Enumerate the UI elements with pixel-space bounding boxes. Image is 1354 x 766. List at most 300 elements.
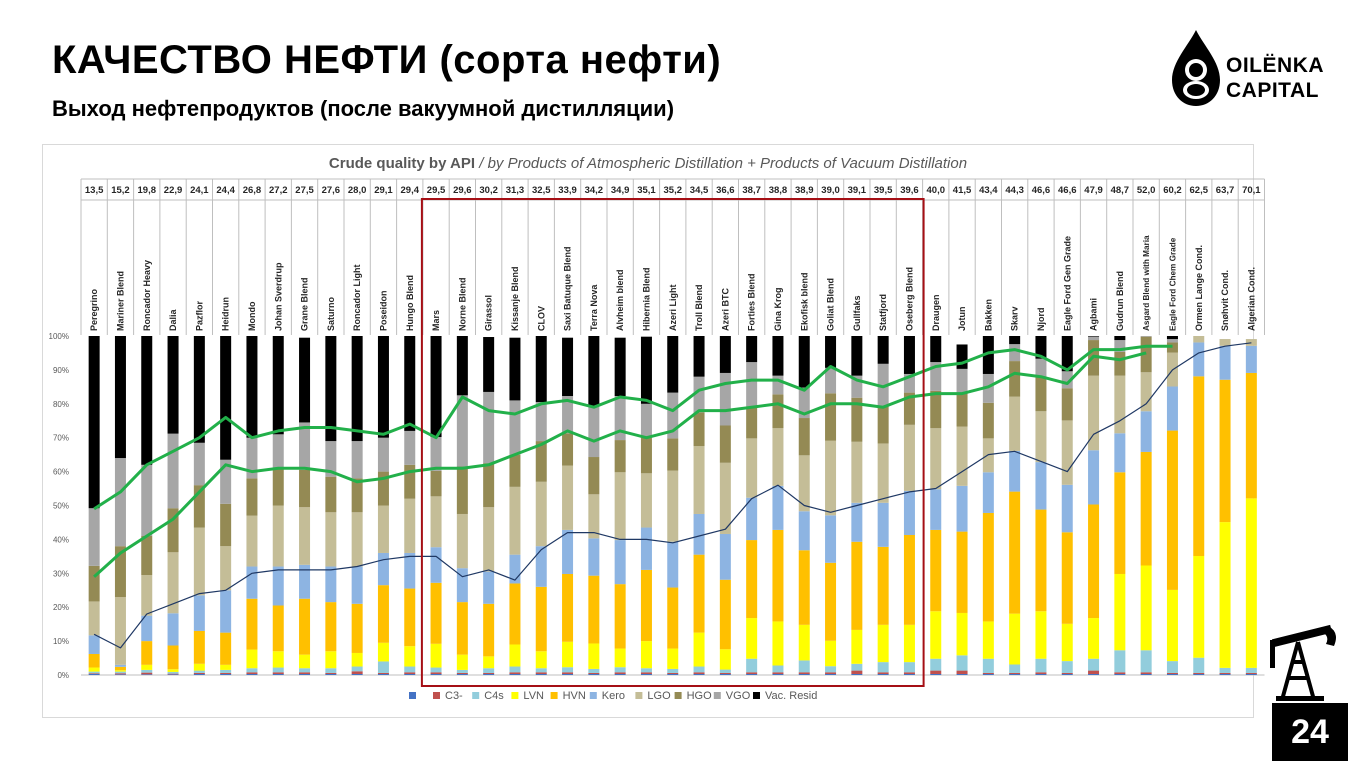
bar-segment — [299, 674, 310, 675]
bar-segment — [168, 672, 179, 674]
bar-segment — [1220, 380, 1231, 522]
bar-segment — [273, 651, 284, 667]
bar-segment — [1114, 352, 1125, 376]
bar-segment — [457, 336, 468, 395]
bar-segment — [483, 668, 494, 673]
bar-segment — [588, 494, 599, 538]
bar-segment — [957, 486, 968, 532]
category-label: Saxi Batuque Blend — [562, 246, 573, 331]
bar-segment — [1246, 498, 1257, 667]
bar-segment — [904, 425, 915, 491]
chart-title-detail: / by Products of Atmospheric Distillation + Products of Vacuum Distillation — [475, 155, 968, 172]
bar-segment — [299, 507, 310, 565]
bar-segment — [89, 635, 100, 654]
bar-segment — [878, 406, 889, 443]
bar-segment — [694, 555, 705, 633]
bar-segment — [1141, 411, 1152, 452]
bar-segment — [1035, 359, 1046, 378]
bar-segment — [352, 604, 363, 653]
bar-segment — [509, 583, 520, 644]
bar-segment — [930, 659, 941, 671]
bar-segment — [641, 570, 652, 641]
bar-segment — [667, 673, 678, 674]
bar-segment — [641, 438, 652, 474]
bar-segment — [1114, 472, 1125, 574]
bar-segment — [1009, 673, 1020, 674]
bar-segment — [246, 516, 257, 567]
api-value: 30,2 — [479, 185, 498, 196]
bar-segment — [1088, 336, 1099, 337]
bar-segment — [141, 465, 152, 536]
api-value: 32,5 — [532, 185, 551, 196]
bar-segment — [825, 672, 836, 674]
bar-segment — [957, 369, 968, 393]
bar-segment — [878, 443, 889, 502]
bar-segment — [720, 336, 731, 373]
bar-segment — [562, 667, 573, 672]
bar-segment — [378, 585, 389, 643]
bar-segment — [746, 672, 757, 674]
bar-segment — [588, 669, 599, 673]
api-value: 46,6 — [1058, 185, 1077, 196]
legend-label: Vac. Resid — [765, 690, 818, 702]
bar-segment — [720, 673, 731, 674]
bar-segment — [404, 667, 415, 673]
bar-segment — [1167, 590, 1178, 661]
bar-segment — [299, 672, 310, 674]
bar-segment — [483, 656, 494, 668]
api-value: 34,2 — [584, 185, 604, 196]
bar-segment — [1035, 510, 1046, 612]
category-label: Oseberg Blend — [904, 266, 915, 331]
bar-segment — [825, 393, 836, 440]
bar-segment — [1246, 668, 1257, 673]
bar-segment — [1141, 650, 1152, 672]
bar-segment — [1009, 361, 1020, 397]
category-label: Gudrun Blend — [1114, 271, 1125, 331]
bar-segment — [325, 567, 336, 603]
bar-segment — [667, 542, 678, 588]
api-value: 15,2 — [111, 185, 130, 196]
bar-segment — [536, 482, 547, 546]
bar-segment — [667, 438, 678, 470]
bar-segment — [168, 646, 179, 670]
api-value: 13,5 — [84, 185, 104, 196]
bar-segment — [1062, 420, 1073, 484]
bar-segment — [878, 625, 889, 662]
y-tick-label: 60% — [52, 467, 69, 477]
bar-segment — [1114, 672, 1125, 674]
bar-segment — [1167, 336, 1178, 339]
api-value: 34,9 — [610, 185, 630, 196]
bar-segment — [299, 338, 310, 423]
bar-segment — [720, 373, 731, 426]
bar-segment — [194, 674, 205, 675]
bar-segment — [352, 567, 363, 604]
api-value: 33,9 — [558, 185, 577, 196]
bar-segment — [220, 546, 231, 590]
bar-segment — [483, 674, 494, 675]
bar-segment — [746, 618, 757, 659]
api-value: 38,8 — [768, 185, 788, 196]
bar-segment — [509, 672, 520, 674]
api-value: 44,3 — [1005, 185, 1024, 196]
bar-segment — [588, 576, 599, 644]
bar-segment — [746, 498, 757, 540]
bar-segment — [588, 673, 599, 674]
bar-segment — [641, 641, 652, 668]
category-label: Gullfaks — [851, 295, 862, 331]
bar-segment — [115, 336, 126, 458]
bar-segment — [930, 611, 941, 658]
bar-segment — [667, 588, 678, 649]
bar-segment — [1009, 344, 1020, 361]
bar-segment — [194, 443, 205, 485]
bar-segment — [799, 625, 810, 661]
y-tick-label: 40% — [52, 535, 69, 545]
slide-title: КАЧЕСТВО НЕФТИ (сорта нефти) — [52, 38, 722, 82]
bar-segment — [746, 540, 757, 618]
category-label: Heidrun — [220, 296, 231, 331]
bar-segment — [483, 673, 494, 674]
bar-segment — [799, 336, 810, 388]
bar-segment — [562, 574, 573, 642]
y-tick-label: 30% — [52, 569, 69, 579]
bar-segment — [1009, 674, 1020, 675]
category-label: Ormen Lange Cond. — [1193, 244, 1204, 331]
bar-segment — [299, 599, 310, 655]
bar-segment — [536, 546, 547, 587]
bar-segment — [194, 673, 205, 674]
legend-swatch — [590, 692, 597, 699]
api-value: 29,6 — [453, 185, 472, 196]
bar-segment — [457, 467, 468, 514]
bar-segment — [89, 654, 100, 668]
bar-segment — [588, 643, 599, 668]
category-label: CLOV — [536, 305, 547, 331]
bar-segment — [194, 664, 205, 671]
category-label: Girassol — [483, 294, 494, 331]
api-value: 63,7 — [1215, 185, 1235, 196]
bar-segment — [1167, 661, 1178, 673]
bar-segment — [1141, 336, 1152, 337]
bar-segment — [772, 674, 783, 675]
oilenka-logo — [1168, 28, 1338, 108]
bar-segment — [483, 392, 494, 463]
legend-label: C4s — [484, 690, 504, 702]
bar-segment — [509, 667, 520, 673]
bar-segment — [1035, 411, 1046, 462]
bar-segment — [457, 655, 468, 670]
bar-segment — [1246, 674, 1257, 675]
bar-segment — [641, 528, 652, 570]
bar-segment — [273, 506, 284, 567]
bar-segment — [220, 670, 231, 673]
page-number: 24 — [1272, 703, 1348, 761]
bar-segment — [299, 422, 310, 469]
bar-segment — [431, 496, 442, 547]
bar-segment — [1114, 574, 1125, 650]
bar-segment — [536, 668, 547, 672]
bar-segment — [799, 550, 810, 625]
bar-segment — [588, 457, 599, 494]
category-label: Eagle Ford Chem Grade — [1168, 237, 1178, 331]
api-value: 35,2 — [663, 185, 682, 196]
bar-segment — [1141, 566, 1152, 651]
bar-segment — [1193, 674, 1204, 675]
category-label: Ekofisk blend — [799, 272, 810, 331]
bar-segment — [378, 661, 389, 673]
bar-segment — [536, 587, 547, 651]
bar-segment — [904, 674, 915, 675]
bar-segment — [878, 674, 889, 675]
api-value: 35,1 — [637, 185, 656, 196]
api-value: 19,8 — [137, 185, 156, 196]
bar-segment — [878, 503, 889, 547]
bar-segment — [957, 655, 968, 670]
bar-segment — [957, 393, 968, 427]
bar-segment — [851, 503, 862, 542]
bar-segment — [615, 584, 626, 648]
bar-segment — [89, 672, 100, 674]
bar-segment — [115, 672, 126, 674]
bar-segment — [904, 672, 915, 674]
bar-segment — [141, 336, 152, 465]
bar-segment — [273, 674, 284, 675]
bar-segment — [615, 472, 626, 540]
category-label: Snøhvit Cond. — [1220, 270, 1231, 331]
category-label: Draugen — [930, 294, 941, 331]
bar-segment — [1246, 673, 1257, 674]
bar-segment — [536, 336, 547, 402]
bar-segment — [720, 534, 731, 580]
api-value: 22,9 — [163, 185, 183, 196]
api-value: 46,6 — [1031, 185, 1051, 196]
bar-segment — [1009, 451, 1020, 492]
bar-segment — [746, 674, 757, 675]
bar-segment — [299, 668, 310, 672]
bar-segment — [509, 400, 520, 454]
category-label: Roncador Heavy — [141, 259, 152, 331]
api-value: 36,6 — [716, 185, 735, 196]
bar-segment — [746, 362, 757, 406]
bar-segment — [509, 674, 520, 675]
bar-segment — [667, 471, 678, 542]
bar-segment — [1088, 659, 1099, 671]
bar-segment — [194, 671, 205, 673]
bar-segment — [431, 437, 442, 471]
api-value: 39,0 — [821, 185, 840, 196]
bar-segment — [1062, 485, 1073, 532]
bar-segment — [325, 336, 336, 441]
bar-segment — [168, 674, 179, 675]
bar-segment — [930, 530, 941, 611]
bar-segment — [930, 428, 941, 489]
category-label: Bakken — [983, 298, 994, 331]
bar-segment — [431, 547, 442, 583]
bar-segment — [1062, 673, 1073, 674]
legend-swatch — [409, 692, 416, 699]
bar-segment — [1167, 431, 1178, 590]
y-tick-label: 70% — [52, 433, 69, 443]
bar-segment — [1141, 372, 1152, 411]
api-value: 27,6 — [321, 185, 341, 196]
bar-segment — [667, 649, 678, 669]
bar-segment — [168, 674, 179, 675]
category-label: Gina Krog — [772, 287, 783, 331]
bar-segment — [851, 664, 862, 671]
y-tick-label: 10% — [52, 637, 69, 647]
category-label: Poseidon — [378, 290, 389, 331]
bar-segment — [1246, 373, 1257, 498]
legend-label: LVN — [523, 690, 544, 702]
bar-segment — [536, 651, 547, 668]
bar-segment — [772, 376, 783, 395]
bar-segment — [904, 535, 915, 625]
bar-segment — [404, 646, 415, 666]
bar-segment — [1220, 339, 1231, 346]
bar-segment — [431, 336, 442, 437]
bar-segment — [220, 590, 231, 632]
bar-segment — [772, 530, 783, 622]
category-label: Roncador Light — [352, 264, 363, 331]
legend-swatch — [714, 692, 721, 699]
bar-segment — [509, 338, 520, 401]
bar-segment — [983, 673, 994, 674]
slide-subtitle: Выход нефтепродуктов (после вакуумной дистилляции) — [52, 96, 675, 121]
category-label: Alvheim blend — [615, 269, 626, 331]
bar-segment — [404, 336, 415, 431]
bar-segment — [772, 621, 783, 665]
y-tick-label: 80% — [52, 399, 69, 409]
bar-segment — [1114, 674, 1125, 675]
bar-segment — [404, 499, 415, 553]
bar-segment — [746, 406, 757, 438]
bar-segment — [1035, 672, 1046, 674]
bar-segment — [1035, 462, 1046, 509]
legend-label: Kero — [601, 690, 626, 702]
bar-segment — [141, 575, 152, 616]
bar-segment — [615, 667, 626, 672]
bar-segment — [983, 659, 994, 673]
bar-segment — [772, 672, 783, 674]
bar-segment — [431, 672, 442, 674]
bar-segment — [930, 336, 941, 362]
category-label: Jotun — [957, 306, 968, 331]
bar-segment — [615, 649, 626, 668]
bar-segment — [89, 336, 100, 508]
bar-segment — [246, 599, 257, 650]
category-label: Hibernia Blend — [641, 267, 652, 331]
bar-segment — [1114, 433, 1125, 472]
bar-segment — [957, 671, 968, 674]
bar-segment — [457, 395, 468, 466]
chart-container — [42, 144, 1261, 718]
bar-segment — [352, 478, 363, 512]
bar-segment — [273, 336, 284, 434]
api-value: 24,1 — [190, 185, 209, 196]
bar-segment — [694, 672, 705, 674]
bar-segment — [273, 468, 284, 505]
category-label: Hungo Blend — [404, 275, 415, 331]
bar-segment — [615, 672, 626, 674]
logo-text-line1: OILЁNKA — [1226, 54, 1325, 77]
api-value: 29,1 — [374, 185, 393, 196]
api-value: 41,5 — [952, 185, 972, 196]
bar-segment — [404, 431, 415, 465]
y-tick-label: 0% — [57, 671, 69, 680]
bar-segment — [89, 601, 100, 635]
category-label: Grane Blend — [299, 277, 310, 331]
bar-segment — [851, 542, 862, 630]
legend-swatch — [433, 692, 440, 699]
bar-segment — [878, 336, 889, 364]
bar-segment — [378, 674, 389, 675]
bar-segment — [825, 674, 836, 675]
y-tick-label: 50% — [52, 501, 69, 511]
bar-segment — [352, 671, 363, 674]
bar-segment — [431, 644, 442, 668]
bar-segment — [246, 336, 257, 438]
bar-segment — [536, 402, 547, 441]
bar-segment — [1220, 346, 1231, 380]
bar-segment — [273, 668, 284, 673]
api-value: 70,1 — [1242, 185, 1261, 196]
bar-segment — [983, 621, 994, 658]
bar-segment — [825, 336, 836, 368]
bar-segment — [168, 613, 179, 645]
bar-segment — [1088, 618, 1099, 659]
category-label: Peregrino — [89, 288, 100, 331]
bar-segment — [930, 671, 941, 674]
legend-swatch — [753, 692, 760, 699]
category-label: Asgard Blend with Maria — [1142, 235, 1152, 331]
bar-segment — [904, 491, 915, 535]
bar-segment — [352, 674, 363, 675]
bar-segment — [431, 674, 442, 675]
bar-segment — [588, 406, 599, 457]
bar-segment — [509, 644, 520, 666]
bar-segment — [299, 655, 310, 669]
bar-segment — [983, 472, 994, 513]
bar-segment — [325, 673, 336, 674]
bar-segment — [1193, 658, 1204, 673]
bar-segment — [141, 673, 152, 675]
bar-segment — [1035, 659, 1046, 673]
bar-segment — [325, 668, 336, 673]
bar-segment — [273, 672, 284, 674]
bar-segment — [1009, 614, 1020, 665]
bar-segment — [1088, 336, 1099, 340]
bar-segment — [115, 673, 126, 674]
bar-segment — [799, 511, 810, 550]
category-label: Forties Blend — [746, 273, 757, 331]
legend-label: HGO — [686, 690, 712, 702]
bar-segment — [246, 674, 257, 675]
bar-segment — [483, 337, 494, 392]
bar-segment — [1088, 671, 1099, 674]
api-value: 31,3 — [505, 185, 525, 196]
bar-segment — [1088, 450, 1099, 504]
legend-label: VGO — [725, 690, 751, 702]
bar-segment — [641, 404, 652, 438]
bar-segment — [1167, 387, 1178, 431]
bar-segment — [457, 673, 468, 674]
legend-label: C3- — [445, 690, 463, 702]
bar-segment — [457, 674, 468, 675]
bar-segment — [115, 674, 126, 675]
bar-segment — [957, 427, 968, 486]
